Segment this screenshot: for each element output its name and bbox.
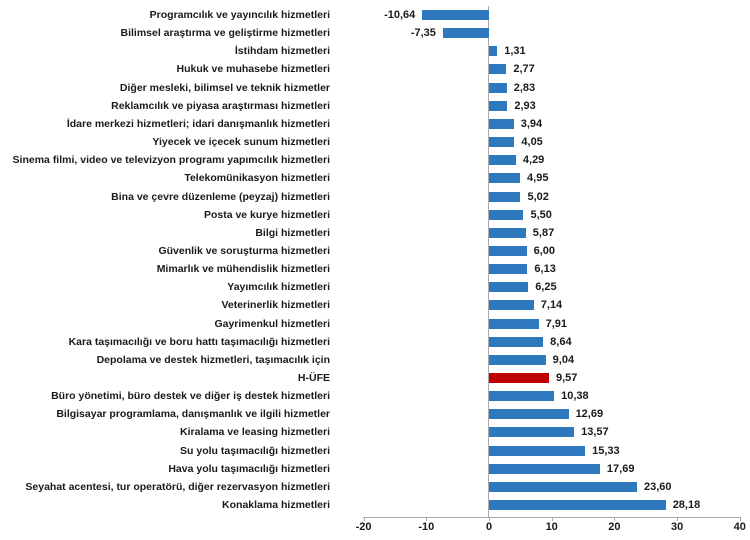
bar (489, 264, 527, 274)
value-label: 5,50 (530, 208, 552, 221)
bar (489, 46, 497, 56)
value-label: 17,69 (606, 462, 635, 475)
value-label: 5,02 (527, 190, 549, 203)
category-label: Bina ve çevre düzenleme (peyzaj) hizmetleri (111, 190, 330, 203)
value-label: 9,57 (556, 372, 578, 384)
category-label: Diğer mesleki, bilimsel ve teknik hizmetler (119, 81, 330, 94)
value-label: 15,33 (592, 444, 620, 457)
category-label: Yayımcılık hizmetleri (227, 281, 330, 294)
bar (489, 155, 516, 165)
category-label: Seyahat acentesi, tur operatörü, diğer rezervasyon hizmetleri (25, 480, 330, 493)
value-label: 6,13 (534, 263, 556, 276)
value-label: 13,57 (581, 426, 609, 439)
bar (489, 228, 526, 238)
bar (489, 192, 520, 202)
bar (489, 173, 520, 183)
bar (489, 119, 514, 129)
value-label: 6,00 (533, 244, 556, 257)
category-label: Reklamcılık ve piyasa araştırması hizmetleri (111, 99, 330, 112)
bar (489, 446, 585, 456)
x-axis-tick-label: -10 (418, 521, 435, 533)
value-label: 2,93 (514, 99, 536, 112)
bar (489, 64, 506, 74)
category-label: Programcılık ve yayıncılık hizmetleri (149, 9, 330, 21)
value-label: 5,87 (532, 226, 555, 239)
value-label: -10,64 (384, 9, 416, 21)
value-label: 3,94 (520, 117, 543, 130)
bar (422, 10, 489, 20)
category-label: Posta ve kurye hizmetleri (203, 208, 330, 221)
category-label: Mimarlık ve mühendislik hizmetleri (156, 263, 330, 276)
bar (489, 319, 539, 329)
bar (443, 28, 489, 38)
category-label: Konaklama hizmetleri (222, 499, 330, 512)
category-label: Depolama ve destek hizmetleri, taşımacılık için (96, 353, 330, 366)
x-axis-tick-label: 40 (733, 521, 746, 533)
category-label: Telekomünikasyon hizmetleri (184, 172, 330, 185)
bar (489, 300, 534, 310)
value-label: 2,77 (513, 63, 535, 76)
value-label: 6,25 (535, 281, 557, 294)
category-label: Bilimsel araştırma ve geliştirme hizmetleri (120, 27, 330, 40)
category-label: Kiralama ve leasing hizmetleri (180, 426, 330, 439)
bar (489, 246, 527, 256)
value-label: -7,35 (410, 27, 436, 40)
bar (489, 500, 666, 510)
bar (489, 137, 514, 147)
category-label: Hava yolu taşımacılığı hizmetleri (168, 462, 330, 475)
bar (489, 427, 574, 437)
bar (489, 210, 523, 220)
category-label: İdare merkezi hizmetleri; idari danışmanlık hizmetleri (66, 117, 330, 130)
category-label: Sinema filmi, video ve televizyon programı yapımcılık hizmetleri (12, 154, 330, 167)
category-label: Su yolu taşımacılığı hizmetleri (180, 444, 330, 457)
x-axis-tick-label: 10 (545, 521, 558, 533)
bar (489, 391, 554, 401)
category-label: Veterinerlik hizmetleri (221, 299, 330, 312)
category-label: H-ÜFE (297, 372, 330, 384)
bar (489, 337, 543, 347)
bar-highlight (489, 373, 549, 383)
category-label: Kara taşımacılığı ve boru hattı taşımacılığı hizmetleri (68, 335, 330, 348)
bar (489, 282, 528, 292)
category-label: Hukuk ve muhasebe hizmetleri (176, 63, 330, 76)
category-label: Gayrimenkul hizmetleri (214, 317, 330, 330)
bar (489, 83, 507, 93)
bar (489, 464, 600, 474)
category-label: Bilgisayar programlama, danışmanlık ve ilgili hizmetler (56, 408, 330, 421)
category-label: İstihdam hizmetleri (234, 45, 330, 58)
category-label: Büro yönetimi, büro destek ve diğer iş destek hizmetleri (51, 390, 330, 403)
value-label: 4,05 (521, 136, 543, 149)
x-axis-tick-label: 20 (608, 521, 621, 533)
value-label: 7,14 (540, 299, 563, 312)
value-label: 1,31 (504, 45, 526, 58)
value-label: 4,29 (522, 154, 545, 167)
bar (489, 482, 637, 492)
bar (489, 101, 507, 111)
value-label: 28,18 (672, 499, 701, 512)
x-axis-tick-label: 0 (485, 521, 493, 533)
x-axis-tick-label: 30 (670, 521, 684, 533)
category-label: Güvenlik ve soruşturma hizmetleri (158, 244, 330, 257)
value-label: 12,69 (575, 408, 604, 421)
category-label: Yiyecek ve içecek sunum hizmetleri (152, 136, 330, 149)
bar (489, 355, 546, 365)
x-axis-tick-label: -20 (355, 521, 372, 533)
value-label: 10,38 (561, 390, 589, 403)
value-label: 2,83 (513, 81, 536, 94)
value-label: 8,64 (550, 335, 572, 348)
category-label: Bilgi hizmetleri (255, 226, 330, 239)
value-label: 23,60 (643, 480, 672, 493)
bar (489, 409, 569, 419)
value-label: 9,04 (552, 353, 575, 366)
value-label: 4,95 (527, 172, 549, 185)
value-label: 7,91 (545, 317, 568, 330)
